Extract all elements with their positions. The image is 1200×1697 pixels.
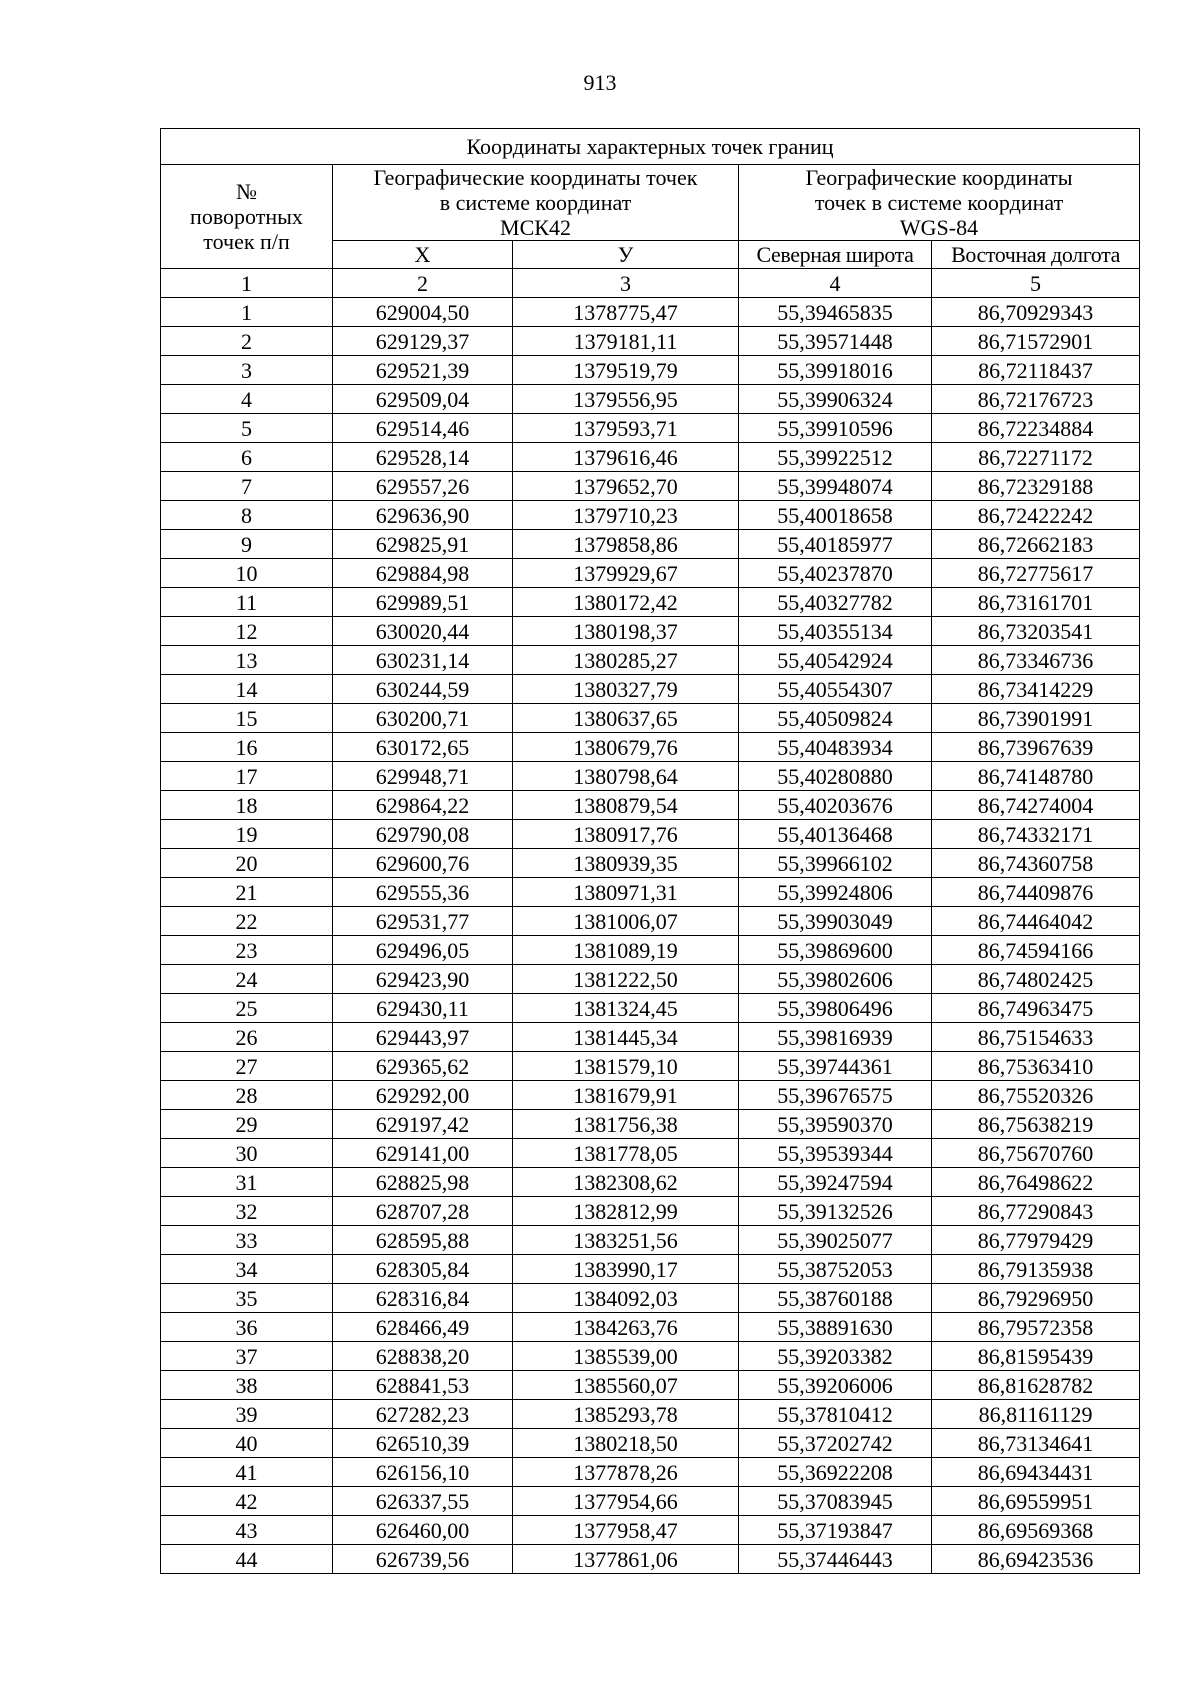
longitude-cell: 86,74963475 bbox=[932, 994, 1140, 1023]
latitude-cell: 55,39922512 bbox=[739, 443, 932, 472]
latitude-cell: 55,39816939 bbox=[739, 1023, 932, 1052]
longitude-cell: 86,71572901 bbox=[932, 327, 1140, 356]
y-cell: 1382308,62 bbox=[513, 1168, 739, 1197]
latitude-cell: 55,39465835 bbox=[739, 298, 932, 327]
x-cell: 626156,10 bbox=[333, 1458, 513, 1487]
longitude-cell: 86,72234884 bbox=[932, 414, 1140, 443]
x-cell: 629509,04 bbox=[333, 385, 513, 414]
column-number: 1 bbox=[161, 269, 333, 298]
latitude-cell: 55,38891630 bbox=[739, 1313, 932, 1342]
longitude-cell: 86,69423536 bbox=[932, 1545, 1140, 1574]
point-number-cell: 31 bbox=[161, 1168, 333, 1197]
y-cell: 1377861,06 bbox=[513, 1545, 739, 1574]
longitude-cell: 86,74409876 bbox=[932, 878, 1140, 907]
y-cell: 1380917,76 bbox=[513, 820, 739, 849]
y-cell: 1381445,34 bbox=[513, 1023, 739, 1052]
longitude-cell: 86,72775617 bbox=[932, 559, 1140, 588]
x-cell: 628595,88 bbox=[333, 1226, 513, 1255]
table-row bbox=[161, 936, 1140, 965]
x-cell: 629884,98 bbox=[333, 559, 513, 588]
table-row bbox=[161, 733, 1140, 762]
longitude-cell: 86,72118437 bbox=[932, 356, 1140, 385]
point-number-cell: 39 bbox=[161, 1400, 333, 1429]
latitude-cell: 55,39910596 bbox=[739, 414, 932, 443]
latitude-cell: 55,40203676 bbox=[739, 791, 932, 820]
y-cell: 1377958,47 bbox=[513, 1516, 739, 1545]
point-number-cell: 27 bbox=[161, 1052, 333, 1081]
point-number-cell: 28 bbox=[161, 1081, 333, 1110]
table-row bbox=[161, 327, 1140, 356]
point-number-cell: 30 bbox=[161, 1139, 333, 1168]
latitude-cell: 55,39948074 bbox=[739, 472, 932, 501]
x-cell: 629531,77 bbox=[333, 907, 513, 936]
table-row bbox=[161, 356, 1140, 385]
point-number-cell: 24 bbox=[161, 965, 333, 994]
y-cell: 1379858,86 bbox=[513, 530, 739, 559]
longitude-cell: 86,77979429 bbox=[932, 1226, 1140, 1255]
y-cell: 1384263,76 bbox=[513, 1313, 739, 1342]
latitude-cell: 55,36922208 bbox=[739, 1458, 932, 1487]
x-cell: 626739,56 bbox=[333, 1545, 513, 1574]
point-number-cell: 7 bbox=[161, 472, 333, 501]
latitude-cell: 55,40355134 bbox=[739, 617, 932, 646]
point-number-cell: 25 bbox=[161, 994, 333, 1023]
point-number-cell: 34 bbox=[161, 1255, 333, 1284]
point-number-cell: 17 bbox=[161, 762, 333, 791]
x-cell: 629600,76 bbox=[333, 849, 513, 878]
latitude-cell: 55,39906324 bbox=[739, 385, 932, 414]
table-row bbox=[161, 414, 1140, 443]
table-row bbox=[161, 530, 1140, 559]
longitude-cell: 86,74274004 bbox=[932, 791, 1140, 820]
table-row bbox=[161, 1342, 1140, 1371]
longitude-cell: 86,69559951 bbox=[932, 1487, 1140, 1516]
point-number-cell: 35 bbox=[161, 1284, 333, 1313]
table-row bbox=[161, 298, 1140, 327]
y-cell: 1381579,10 bbox=[513, 1052, 739, 1081]
point-number-cell: 14 bbox=[161, 675, 333, 704]
latitude-cell: 55,37193847 bbox=[739, 1516, 932, 1545]
latitude-cell: 55,40237870 bbox=[739, 559, 932, 588]
column-number: 5 bbox=[932, 269, 1140, 298]
latitude-cell: 55,37083945 bbox=[739, 1487, 932, 1516]
column-number-row bbox=[161, 269, 1140, 298]
y-cell: 1381222,50 bbox=[513, 965, 739, 994]
table-row bbox=[161, 994, 1140, 1023]
table-row bbox=[161, 1400, 1140, 1429]
x-cell: 629423,90 bbox=[333, 965, 513, 994]
y-cell: 1380327,79 bbox=[513, 675, 739, 704]
latitude-cell: 55,39247594 bbox=[739, 1168, 932, 1197]
x-cell: 629864,22 bbox=[333, 791, 513, 820]
longitude-cell: 86,73967639 bbox=[932, 733, 1140, 762]
longitude-cell: 86,75363410 bbox=[932, 1052, 1140, 1081]
table-row bbox=[161, 1458, 1140, 1487]
latitude-cell: 55,40280880 bbox=[739, 762, 932, 791]
table-row bbox=[161, 791, 1140, 820]
latitude-cell: 55,39869600 bbox=[739, 936, 932, 965]
longitude-cell: 86,73134641 bbox=[932, 1429, 1140, 1458]
point-number-cell: 29 bbox=[161, 1110, 333, 1139]
point-number-cell: 16 bbox=[161, 733, 333, 762]
x-cell: 628841,53 bbox=[333, 1371, 513, 1400]
x-cell: 629636,90 bbox=[333, 501, 513, 530]
y-cell: 1380637,65 bbox=[513, 704, 739, 733]
y-cell: 1383251,56 bbox=[513, 1226, 739, 1255]
y-cell: 1379616,46 bbox=[513, 443, 739, 472]
point-number-cell: 22 bbox=[161, 907, 333, 936]
table-row bbox=[161, 617, 1140, 646]
latitude-cell: 55,39918016 bbox=[739, 356, 932, 385]
y-cell: 1379181,11 bbox=[513, 327, 739, 356]
point-number-cell: 33 bbox=[161, 1226, 333, 1255]
x-cell: 626337,55 bbox=[333, 1487, 513, 1516]
table-row bbox=[161, 472, 1140, 501]
header-x: Х bbox=[333, 241, 513, 269]
table-row bbox=[161, 1197, 1140, 1226]
y-cell: 1380798,64 bbox=[513, 762, 739, 791]
y-cell: 1379652,70 bbox=[513, 472, 739, 501]
x-cell: 626460,00 bbox=[333, 1516, 513, 1545]
latitude-cell: 55,39203382 bbox=[739, 1342, 932, 1371]
longitude-cell: 86,73203541 bbox=[932, 617, 1140, 646]
latitude-cell: 55,39025077 bbox=[739, 1226, 932, 1255]
longitude-cell: 86,74332171 bbox=[932, 820, 1140, 849]
x-cell: 630172,65 bbox=[333, 733, 513, 762]
latitude-cell: 55,39676575 bbox=[739, 1081, 932, 1110]
x-cell: 629496,05 bbox=[333, 936, 513, 965]
y-cell: 1385539,00 bbox=[513, 1342, 739, 1371]
longitude-cell: 86,72271172 bbox=[932, 443, 1140, 472]
point-number-cell: 1 bbox=[161, 298, 333, 327]
x-cell: 628825,98 bbox=[333, 1168, 513, 1197]
longitude-cell: 86,75638219 bbox=[932, 1110, 1140, 1139]
table-row bbox=[161, 1081, 1140, 1110]
coordinates-table bbox=[160, 128, 1140, 1574]
y-cell: 1383990,17 bbox=[513, 1255, 739, 1284]
table-row bbox=[161, 385, 1140, 414]
table-caption: Координаты характерных точек границ bbox=[161, 129, 1140, 165]
header-north-latitude: Северная широта bbox=[739, 241, 932, 269]
latitude-cell: 55,39744361 bbox=[739, 1052, 932, 1081]
table-row bbox=[161, 1226, 1140, 1255]
y-cell: 1381679,91 bbox=[513, 1081, 739, 1110]
latitude-cell: 55,40483934 bbox=[739, 733, 932, 762]
latitude-cell: 55,38752053 bbox=[739, 1255, 932, 1284]
x-cell: 629790,08 bbox=[333, 820, 513, 849]
longitude-cell: 86,70929343 bbox=[932, 298, 1140, 327]
y-cell: 1379556,95 bbox=[513, 385, 739, 414]
latitude-cell: 55,39539344 bbox=[739, 1139, 932, 1168]
longitude-cell: 86,75154633 bbox=[932, 1023, 1140, 1052]
y-cell: 1379519,79 bbox=[513, 356, 739, 385]
x-cell: 629443,97 bbox=[333, 1023, 513, 1052]
latitude-cell: 55,40509824 bbox=[739, 704, 932, 733]
longitude-cell: 86,72422242 bbox=[932, 501, 1140, 530]
latitude-cell: 55,39924806 bbox=[739, 878, 932, 907]
point-number-cell: 37 bbox=[161, 1342, 333, 1371]
point-number-cell: 12 bbox=[161, 617, 333, 646]
longitude-cell: 86,72329188 bbox=[932, 472, 1140, 501]
x-cell: 626510,39 bbox=[333, 1429, 513, 1458]
latitude-cell: 55,39590370 bbox=[739, 1110, 932, 1139]
x-cell: 629292,00 bbox=[333, 1081, 513, 1110]
point-number-cell: 5 bbox=[161, 414, 333, 443]
latitude-cell: 55,40554307 bbox=[739, 675, 932, 704]
point-number-cell: 9 bbox=[161, 530, 333, 559]
point-number-cell: 41 bbox=[161, 1458, 333, 1487]
longitude-cell: 86,79296950 bbox=[932, 1284, 1140, 1313]
table-row bbox=[161, 1284, 1140, 1313]
point-number-cell: 10 bbox=[161, 559, 333, 588]
latitude-cell: 55,39132526 bbox=[739, 1197, 932, 1226]
longitude-cell: 86,73346736 bbox=[932, 646, 1140, 675]
longitude-cell: 86,69434431 bbox=[932, 1458, 1140, 1487]
latitude-cell: 55,39571448 bbox=[739, 327, 932, 356]
y-cell: 1381778,05 bbox=[513, 1139, 739, 1168]
point-number-cell: 44 bbox=[161, 1545, 333, 1574]
latitude-cell: 55,39802606 bbox=[739, 965, 932, 994]
point-number-cell: 18 bbox=[161, 791, 333, 820]
longitude-cell: 86,74464042 bbox=[932, 907, 1140, 936]
point-number-cell: 3 bbox=[161, 356, 333, 385]
x-cell: 629365,62 bbox=[333, 1052, 513, 1081]
x-cell: 628305,84 bbox=[333, 1255, 513, 1284]
longitude-cell: 86,81595439 bbox=[932, 1342, 1140, 1371]
y-cell: 1381089,19 bbox=[513, 936, 739, 965]
table-row bbox=[161, 443, 1140, 472]
y-cell: 1381324,45 bbox=[513, 994, 739, 1023]
table-row bbox=[161, 1313, 1140, 1342]
latitude-cell: 55,40185977 bbox=[739, 530, 932, 559]
point-number-cell: 32 bbox=[161, 1197, 333, 1226]
y-cell: 1380939,35 bbox=[513, 849, 739, 878]
point-number-cell: 2 bbox=[161, 327, 333, 356]
y-cell: 1380971,31 bbox=[513, 878, 739, 907]
x-cell: 628838,20 bbox=[333, 1342, 513, 1371]
column-number: 3 bbox=[513, 269, 739, 298]
table-row bbox=[161, 1139, 1140, 1168]
table-row bbox=[161, 646, 1140, 675]
y-cell: 1378775,47 bbox=[513, 298, 739, 327]
point-number-cell: 38 bbox=[161, 1371, 333, 1400]
y-cell: 1380879,54 bbox=[513, 791, 739, 820]
longitude-cell: 86,81628782 bbox=[932, 1371, 1140, 1400]
x-cell: 629141,00 bbox=[333, 1139, 513, 1168]
y-cell: 1377954,66 bbox=[513, 1487, 739, 1516]
table-row bbox=[161, 704, 1140, 733]
header-msk42-group: Географические координаты точек в системе координат МСК42 bbox=[333, 165, 739, 241]
y-cell: 1385560,07 bbox=[513, 1371, 739, 1400]
table-row bbox=[161, 588, 1140, 617]
y-cell: 1384092,03 bbox=[513, 1284, 739, 1313]
x-cell: 630020,44 bbox=[333, 617, 513, 646]
x-cell: 629557,26 bbox=[333, 472, 513, 501]
latitude-cell: 55,40136468 bbox=[739, 820, 932, 849]
y-cell: 1380172,42 bbox=[513, 588, 739, 617]
table-row bbox=[161, 1429, 1140, 1458]
x-cell: 630231,14 bbox=[333, 646, 513, 675]
y-cell: 1382812,99 bbox=[513, 1197, 739, 1226]
point-number-cell: 11 bbox=[161, 588, 333, 617]
longitude-cell: 86,79572358 bbox=[932, 1313, 1140, 1342]
point-number-cell: 13 bbox=[161, 646, 333, 675]
x-cell: 629825,91 bbox=[333, 530, 513, 559]
table-row bbox=[161, 1052, 1140, 1081]
latitude-cell: 55,39903049 bbox=[739, 907, 932, 936]
table-row bbox=[161, 1516, 1140, 1545]
x-cell: 629129,37 bbox=[333, 327, 513, 356]
longitude-cell: 86,74360758 bbox=[932, 849, 1140, 878]
longitude-cell: 86,75670760 bbox=[932, 1139, 1140, 1168]
longitude-cell: 86,73901991 bbox=[932, 704, 1140, 733]
y-cell: 1377878,26 bbox=[513, 1458, 739, 1487]
point-number-cell: 43 bbox=[161, 1516, 333, 1545]
point-number-cell: 36 bbox=[161, 1313, 333, 1342]
x-cell: 629989,51 bbox=[333, 588, 513, 617]
point-number-cell: 15 bbox=[161, 704, 333, 733]
point-number-cell: 23 bbox=[161, 936, 333, 965]
point-number-cell: 6 bbox=[161, 443, 333, 472]
longitude-cell: 86,75520326 bbox=[932, 1081, 1140, 1110]
point-number-cell: 20 bbox=[161, 849, 333, 878]
latitude-cell: 55,40542924 bbox=[739, 646, 932, 675]
longitude-cell: 86,73161701 bbox=[932, 588, 1140, 617]
longitude-cell: 86,74594166 bbox=[932, 936, 1140, 965]
y-cell: 1379929,67 bbox=[513, 559, 739, 588]
x-cell: 629004,50 bbox=[333, 298, 513, 327]
x-cell: 629430,11 bbox=[333, 994, 513, 1023]
latitude-cell: 55,37446443 bbox=[739, 1545, 932, 1574]
point-number-cell: 26 bbox=[161, 1023, 333, 1052]
point-number-cell: 4 bbox=[161, 385, 333, 414]
table-row bbox=[161, 1023, 1140, 1052]
latitude-cell: 55,40327782 bbox=[739, 588, 932, 617]
y-cell: 1381756,38 bbox=[513, 1110, 739, 1139]
longitude-cell: 86,72662183 bbox=[932, 530, 1140, 559]
latitude-cell: 55,39806496 bbox=[739, 994, 932, 1023]
table-row bbox=[161, 1371, 1140, 1400]
longitude-cell: 86,81161129 bbox=[932, 1400, 1140, 1429]
table-row bbox=[161, 849, 1140, 878]
x-cell: 629555,36 bbox=[333, 878, 513, 907]
x-cell: 627282,23 bbox=[333, 1400, 513, 1429]
y-cell: 1380679,76 bbox=[513, 733, 739, 762]
table-row bbox=[161, 1255, 1140, 1284]
point-number-cell: 21 bbox=[161, 878, 333, 907]
x-cell: 630200,71 bbox=[333, 704, 513, 733]
x-cell: 629197,42 bbox=[333, 1110, 513, 1139]
y-cell: 1380198,37 bbox=[513, 617, 739, 646]
latitude-cell: 55,40018658 bbox=[739, 501, 932, 530]
y-cell: 1380218,50 bbox=[513, 1429, 739, 1458]
point-number-cell: 42 bbox=[161, 1487, 333, 1516]
longitude-cell: 86,79135938 bbox=[932, 1255, 1140, 1284]
y-cell: 1379710,23 bbox=[513, 501, 739, 530]
latitude-cell: 55,37810412 bbox=[739, 1400, 932, 1429]
table-body bbox=[161, 298, 1140, 1574]
table-row bbox=[161, 1110, 1140, 1139]
table-row bbox=[161, 965, 1140, 994]
point-number-cell: 8 bbox=[161, 501, 333, 530]
header-point-number: № поворотных точек п/п bbox=[161, 165, 333, 269]
table-row bbox=[161, 878, 1140, 907]
longitude-cell: 86,69569368 bbox=[932, 1516, 1140, 1545]
x-cell: 630244,59 bbox=[333, 675, 513, 704]
column-number: 2 bbox=[333, 269, 513, 298]
table-row bbox=[161, 762, 1140, 791]
x-cell: 629521,39 bbox=[333, 356, 513, 385]
table-row bbox=[161, 559, 1140, 588]
longitude-cell: 86,74148780 bbox=[932, 762, 1140, 791]
y-cell: 1381006,07 bbox=[513, 907, 739, 936]
x-cell: 628466,49 bbox=[333, 1313, 513, 1342]
table-row bbox=[161, 1487, 1140, 1516]
page-number: 913 bbox=[583, 70, 617, 95]
x-cell: 629528,14 bbox=[333, 443, 513, 472]
y-cell: 1385293,78 bbox=[513, 1400, 739, 1429]
column-number: 4 bbox=[739, 269, 932, 298]
table-row bbox=[161, 820, 1140, 849]
longitude-cell: 86,73414229 bbox=[932, 675, 1140, 704]
x-cell: 629948,71 bbox=[333, 762, 513, 791]
y-cell: 1379593,71 bbox=[513, 414, 739, 443]
table-row bbox=[161, 1168, 1140, 1197]
latitude-cell: 55,39966102 bbox=[739, 849, 932, 878]
x-cell: 629514,46 bbox=[333, 414, 513, 443]
point-number-cell: 40 bbox=[161, 1429, 333, 1458]
longitude-cell: 86,74802425 bbox=[932, 965, 1140, 994]
x-cell: 628707,28 bbox=[333, 1197, 513, 1226]
point-number-cell: 19 bbox=[161, 820, 333, 849]
header-east-longitude: Восточная долгота bbox=[932, 241, 1140, 269]
table-row bbox=[161, 1545, 1140, 1574]
longitude-cell: 86,76498622 bbox=[932, 1168, 1140, 1197]
longitude-cell: 86,77290843 bbox=[932, 1197, 1140, 1226]
y-cell: 1380285,27 bbox=[513, 646, 739, 675]
longitude-cell: 86,72176723 bbox=[932, 385, 1140, 414]
table-row bbox=[161, 907, 1140, 936]
latitude-cell: 55,37202742 bbox=[739, 1429, 932, 1458]
latitude-cell: 55,38760188 bbox=[739, 1284, 932, 1313]
header-y: У bbox=[513, 241, 739, 269]
table-row bbox=[161, 675, 1140, 704]
x-cell: 628316,84 bbox=[333, 1284, 513, 1313]
table-row bbox=[161, 501, 1140, 530]
latitude-cell: 55,39206006 bbox=[739, 1371, 932, 1400]
header-wgs84-group: Географические координаты точек в системе координат WGS-84 bbox=[739, 165, 1140, 241]
